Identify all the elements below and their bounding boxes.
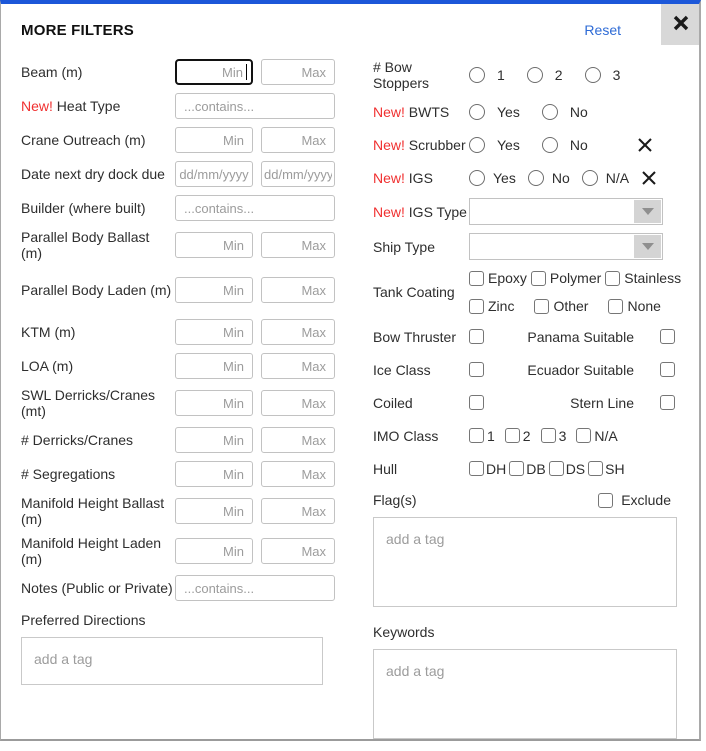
dry-dock-to-input[interactable] [261,161,335,187]
row-derricks [21,427,361,453]
bow-stoppers-option-label: 2 [554,67,563,83]
checkbox-coiled[interactable] [469,395,484,410]
notes-label: Notes (Public or Private) [21,580,173,596]
imo-na-label: N/A [594,427,618,444]
new-badge: New! [373,103,405,120]
coiled-label: Coiled [373,394,413,411]
preferred-directions-label-row [21,609,361,631]
loa-label: LOA (m) [21,358,74,374]
row-swl [21,387,361,419]
row-beam [21,59,361,85]
radio-scrubber-yes[interactable] [469,137,485,153]
row-builder [21,195,361,221]
checkbox-imo-3[interactable] [541,428,556,443]
builder-input[interactable] [175,195,335,221]
ship-type-label: Ship Type [373,238,436,255]
ktm-max-input[interactable] [261,319,335,345]
checkbox-bow-thruster[interactable] [469,329,484,344]
panama-suitable-label: Panama Suitable [527,328,634,345]
bow-stoppers-label: # Bow Stoppers [373,59,430,91]
row-parallel-body-laden [21,277,361,303]
checkbox-panama-suitable[interactable] [660,329,675,344]
bwts-no-label: No [569,103,588,120]
flags-label: Flag(s) [373,492,417,508]
row-coiled [373,390,685,415]
crane-outreach-max-input[interactable] [261,127,335,153]
parallel-body-laden-label: Parallel Body Laden (m) [21,282,172,298]
right-column [373,59,685,739]
ecuador-suitable-label: Ecuador Suitable [527,361,634,378]
row-bwts [373,99,685,124]
heat-type-input[interactable] [175,93,335,119]
new-badge: New! [373,136,405,153]
radio-bow-stoppers-3[interactable] [585,67,601,83]
new-badge: New! [373,169,405,186]
ice-class-label: Ice Class [373,361,431,378]
flags-tag-input[interactable] [373,517,677,607]
row-igs [373,165,685,190]
checkbox-ecuador-suitable[interactable] [660,362,675,377]
close-icon [672,14,690,32]
checkbox-other[interactable] [534,299,549,314]
scrubber-yes-label: Yes [497,136,520,153]
segregations-min-input[interactable] [175,461,253,487]
segregations-label: # Segregations [21,466,116,482]
row-tank-coating [373,268,685,316]
row-igs-type [373,198,685,225]
derricks-label: # Derricks/Cranes [21,432,134,448]
row-heat-type [21,93,361,119]
derricks-min-input[interactable] [175,427,253,453]
chevron-down-icon [642,208,654,215]
stainless-label: Stainless [624,270,682,286]
new-badge: New! [21,98,53,114]
row-ktm [21,319,361,345]
preferred-directions-tag-input[interactable] [21,637,323,685]
loa-max-input[interactable] [261,353,335,379]
checkbox-none[interactable] [608,299,623,314]
bwts-label: New! BWTS [373,103,450,120]
manifold-ballast-min-input[interactable] [175,498,253,524]
swl-max-input[interactable] [261,390,335,416]
igs-yes-label: Yes [493,169,516,186]
checkbox-imo-na[interactable] [576,428,591,443]
row-bow-thruster [373,324,685,349]
swl-label: SWL Derricks/Cranes (mt) [21,387,156,419]
checkbox-hull-dh[interactable] [469,461,484,476]
checkbox-stainless[interactable] [605,271,620,286]
left-column [21,59,361,739]
igs-type-select[interactable] [469,198,663,225]
igs-label: New! IGS [373,169,433,186]
text-caret [246,64,248,80]
checkbox-zinc[interactable] [469,299,484,314]
row-parallel-body-ballast [21,229,361,261]
beam-label: Beam (m) [21,64,83,80]
imo-2-label: 2 [522,427,531,444]
new-badge: New! [373,203,405,220]
checkbox-hull-db[interactable] [509,461,524,476]
tag-placeholder: add a tag [386,663,445,679]
ship-type-select[interactable] [469,233,663,260]
checkbox-polymer[interactable] [531,271,546,286]
checkbox-epoxy[interactable] [469,271,484,286]
parallel-body-ballast-min-input[interactable] [175,232,253,258]
crane-outreach-label: Crane Outreach (m) [21,132,146,148]
zinc-label: Zinc [488,298,515,314]
ktm-min-input[interactable] [175,319,253,345]
parallel-body-ballast-label: Parallel Body Ballast (m) [21,229,150,261]
scrubber-label: New! Scrubber [373,136,466,153]
stern-line-label: Stern Line [570,394,634,411]
row-crane-outreach [21,127,361,153]
row-scrubber [373,132,685,157]
radio-igs-no[interactable] [528,170,544,186]
row-flags-header [373,489,685,511]
igs-type-dropdown-button[interactable] [634,200,661,223]
igs-type-label: New! IGS Type [373,203,467,220]
radio-bwts-no[interactable] [542,104,558,120]
row-keywords-header [373,621,685,643]
row-dry-dock-date [21,161,361,187]
hull-db-label: DB [526,460,546,477]
row-hull [373,456,685,481]
loa-min-input[interactable] [175,353,253,379]
beam-min-input[interactable] [175,59,253,85]
manifold-laden-max-input[interactable] [261,538,335,564]
igs-clear-button[interactable] [641,170,657,186]
radio-scrubber-no[interactable] [542,137,558,153]
exclude-label: Exclude [621,492,671,508]
tag-placeholder: add a tag [386,531,445,547]
parallel-body-laden-min-input[interactable] [175,277,253,303]
none-label: None [627,298,661,314]
row-manifold-laden [21,535,361,567]
igs-na-label: N/A [605,169,630,186]
ktm-label: KTM (m) [21,324,76,340]
heat-type-label: New! Heat Type [21,98,121,114]
preferred-directions-label: Preferred Directions [21,612,146,628]
chevron-down-icon [642,243,654,250]
dry-dock-label: Date next dry dock due [21,166,165,182]
polymer-label: Polymer [549,270,602,286]
radio-bow-stoppers-1[interactable] [469,67,485,83]
manifold-laden-min-input[interactable] [175,538,253,564]
row-ship-type [373,233,685,260]
manifold-laden-label: Manifold Height Laden (m) [21,535,162,567]
dialog-title: MORE FILTERS [21,21,134,39]
scrubber-no-label: No [569,136,588,153]
clear-icon [637,137,653,153]
segregations-max-input[interactable] [261,461,335,487]
checkbox-exclude-flags[interactable] [598,493,613,508]
builder-label: Builder (where built) [21,200,146,216]
row-imo-class [373,423,685,448]
crane-outreach-min-input[interactable] [175,127,253,153]
bow-stoppers-option-label: 1 [497,67,505,83]
checkbox-ice-class[interactable] [469,362,484,377]
parallel-body-laden-max-input[interactable] [261,277,335,303]
scrubber-clear-button[interactable] [637,137,653,153]
hull-dh-label: DH [486,460,507,477]
igs-no-label: No [551,169,570,186]
dialog-body [1,49,699,739]
checkbox-imo-2[interactable] [505,428,520,443]
notes-input[interactable] [175,575,335,601]
row-segregations [21,461,361,487]
bwts-yes-label: Yes [497,103,520,120]
row-manifold-ballast [21,495,361,527]
checkbox-hull-sh[interactable] [588,461,603,476]
derricks-max-input[interactable] [261,427,335,453]
swl-min-input[interactable] [175,390,253,416]
imo-1-label: 1 [487,427,495,444]
hull-ds-label: DS [565,460,586,477]
bow-stoppers-option-label: 3 [612,67,621,83]
radio-bow-stoppers-2[interactable] [527,67,543,83]
keywords-tag-input[interactable] [373,649,677,739]
imo-3-label: 3 [558,427,567,444]
beam-max-input[interactable] [261,59,335,85]
row-bow-stoppers [373,59,685,91]
radio-igs-na[interactable] [582,170,598,186]
row-loa [21,353,361,379]
close-button[interactable] [661,0,701,45]
dry-dock-from-input[interactable] [175,161,253,187]
keywords-label: Keywords [373,624,435,640]
other-label: Other [553,298,589,314]
dialog-header [1,4,699,49]
hull-label: Hull [373,460,398,477]
bow-thruster-label: Bow Thruster [373,328,456,345]
clear-icon [641,170,657,186]
imo-class-label: IMO Class [373,427,439,444]
ship-type-dropdown-button[interactable] [634,235,661,258]
checkbox-stern-line[interactable] [660,395,675,410]
radio-igs-yes[interactable] [469,170,485,186]
tag-placeholder: add a tag [34,651,93,667]
tank-coating-label: Tank Coating [373,284,455,300]
tank-coating-options [469,268,685,316]
row-notes [21,575,361,601]
manifold-ballast-label: Manifold Height Ballast (m) [21,495,165,527]
checkbox-imo-1[interactable] [469,428,484,443]
manifold-ballast-max-input[interactable] [261,498,335,524]
hull-sh-label: SH [605,460,625,477]
reset-link[interactable]: Reset [584,22,621,38]
epoxy-label: Epoxy [488,270,527,286]
parallel-body-ballast-max-input[interactable] [261,232,335,258]
radio-bwts-yes[interactable] [469,104,485,120]
row-ice-class [373,357,685,382]
checkbox-hull-ds[interactable] [549,461,564,476]
